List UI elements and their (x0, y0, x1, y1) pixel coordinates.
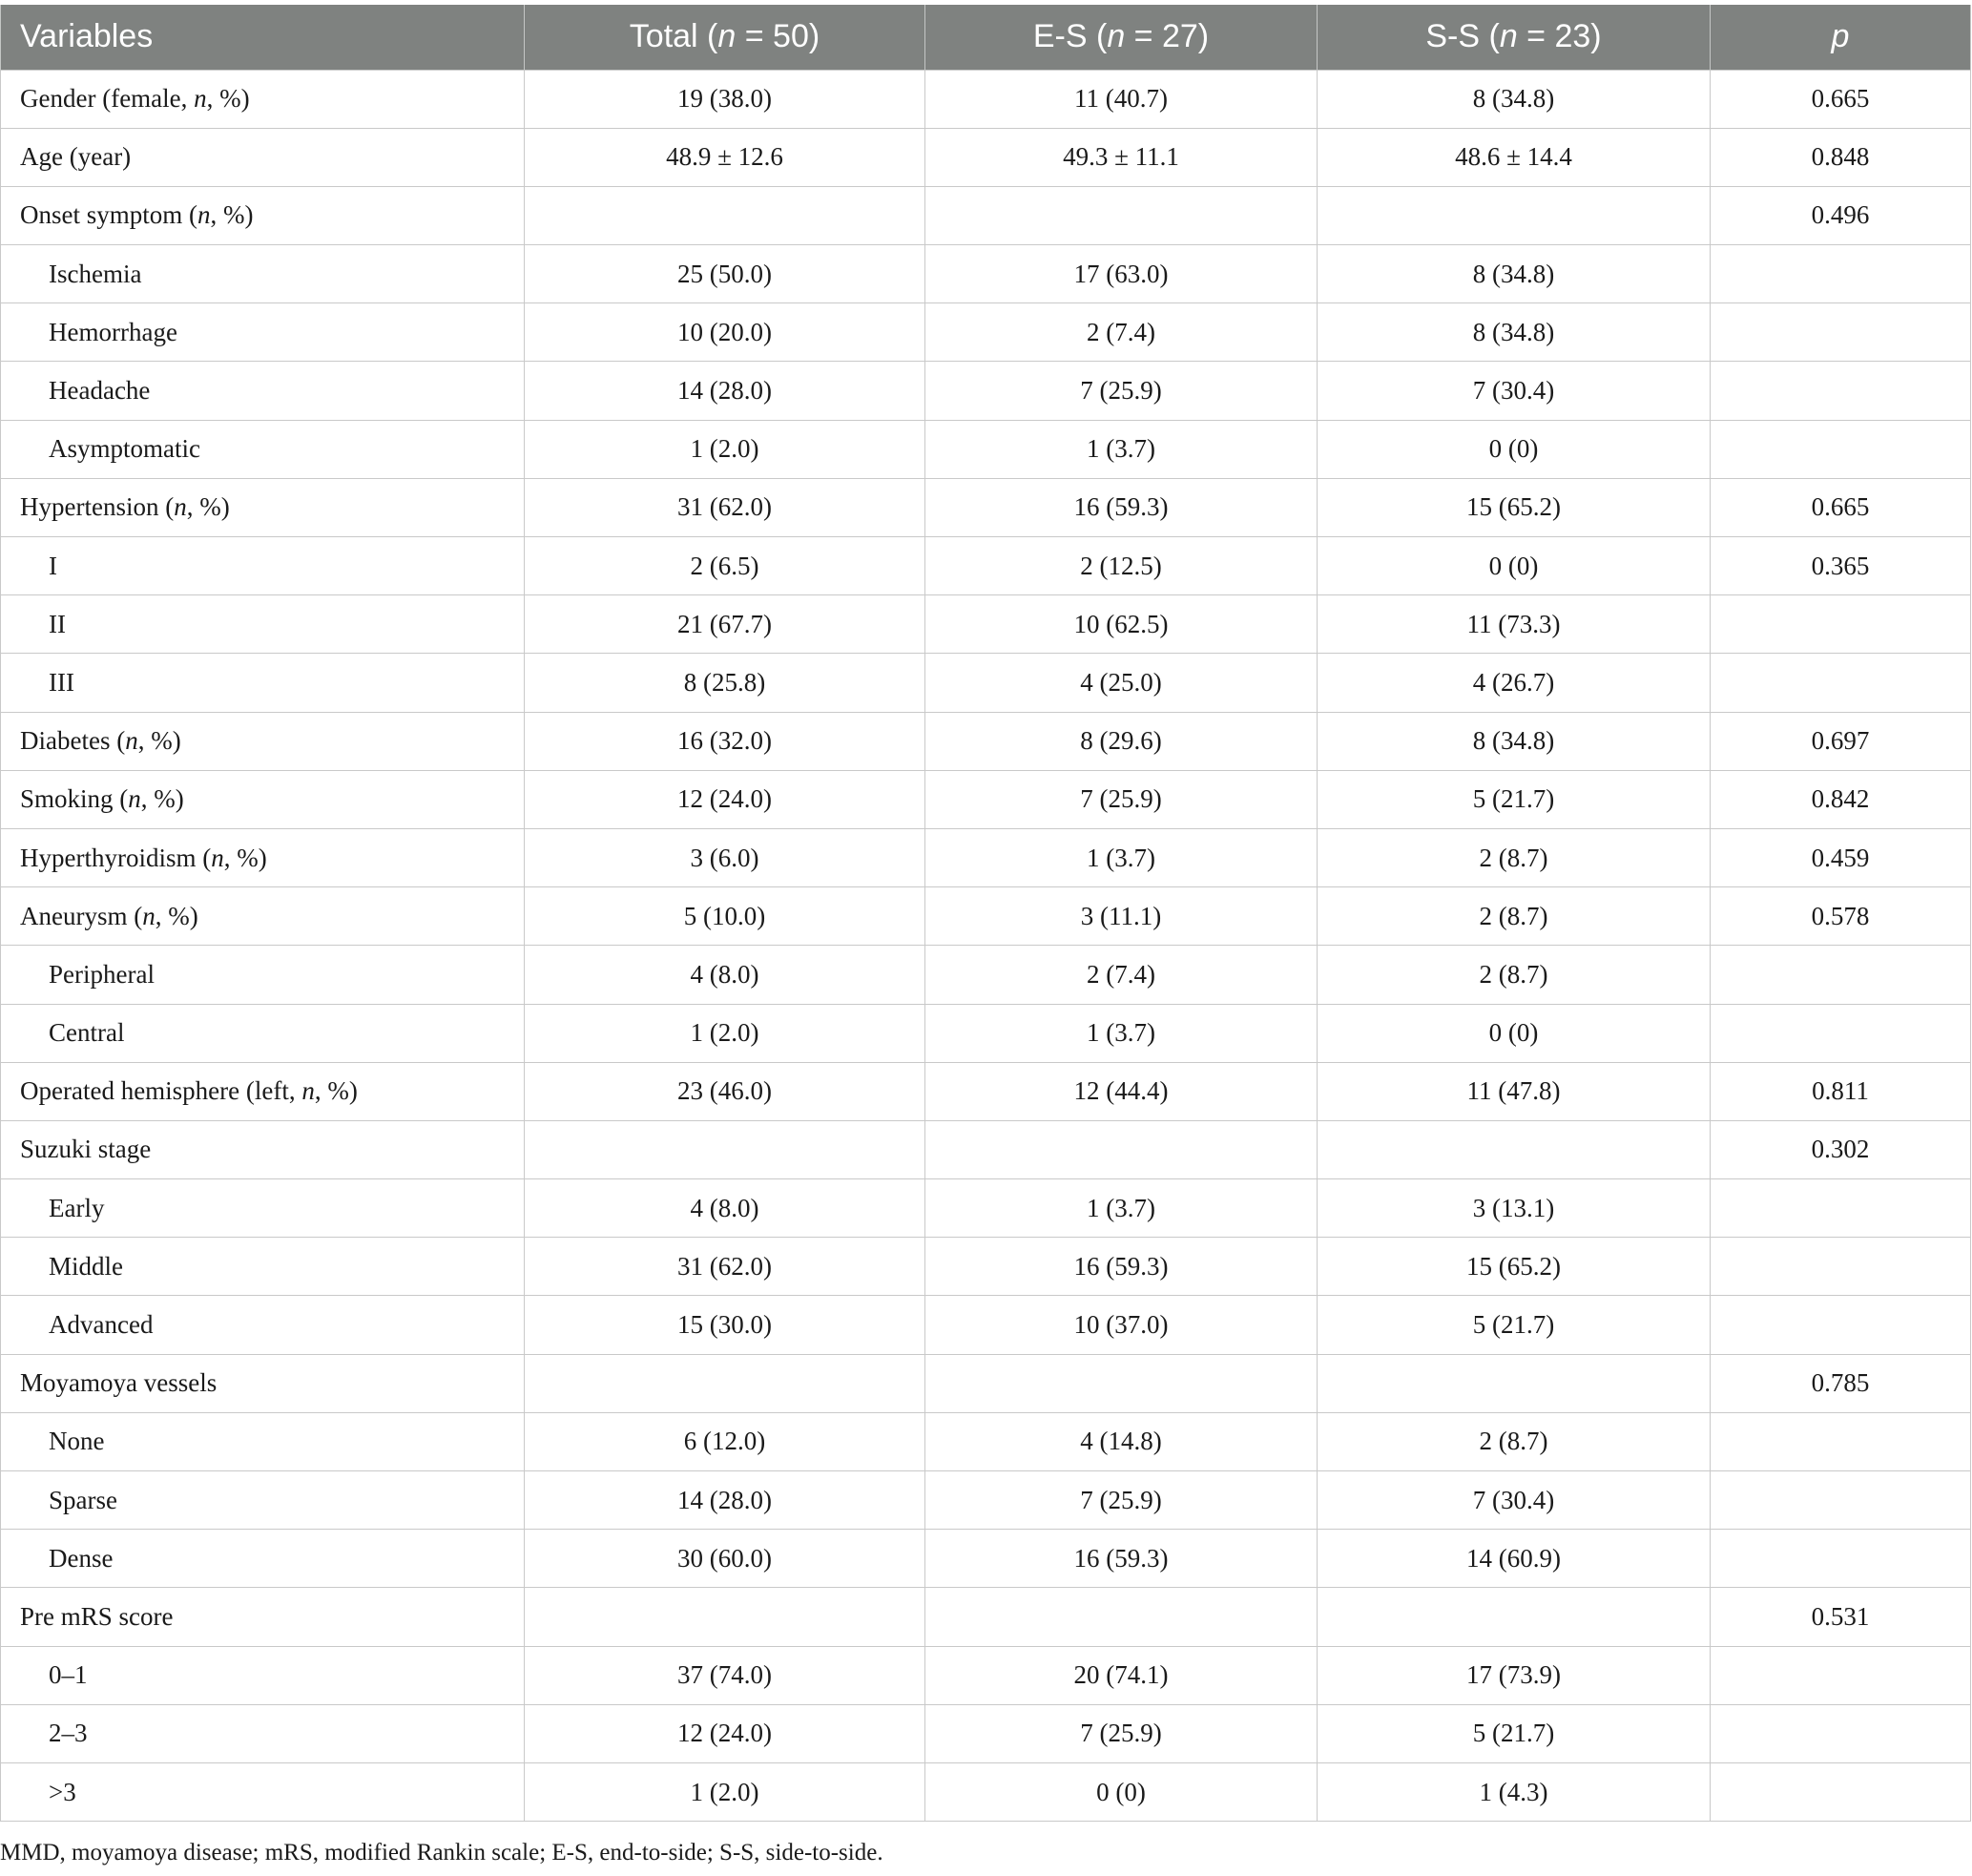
cell-p (1711, 1238, 1971, 1296)
table-row (1, 537, 1971, 595)
cell-p: 0.665 (1711, 70, 1971, 128)
cell-total: 31 (62.0) (525, 478, 925, 536)
cell-total: 8 (25.8) (525, 654, 925, 712)
cell-variable: Ischemia (1, 245, 525, 303)
cell-p: 0.842 (1711, 770, 1971, 828)
header-p: p (1711, 5, 1971, 70)
cell-ss: 8 (34.8) (1318, 245, 1711, 303)
cell-total: 15 (30.0) (525, 1296, 925, 1354)
cell-total (525, 1354, 925, 1412)
cell-variable: Hemorrhage (1, 303, 525, 362)
cell-p (1711, 1471, 1971, 1530)
cell-es: 7 (25.9) (925, 770, 1318, 828)
cell-ss: 8 (34.8) (1318, 70, 1711, 128)
cell-total: 19 (38.0) (525, 70, 925, 128)
cell-ss: 15 (65.2) (1318, 1238, 1711, 1296)
cell-ss: 17 (73.9) (1318, 1646, 1711, 1704)
cell-variable: Onset symptom (n, %) (1, 186, 525, 244)
cell-total: 16 (32.0) (525, 712, 925, 770)
cell-variable: Early (1, 1179, 525, 1238)
cell-total: 4 (8.0) (525, 1179, 925, 1238)
cell-total: 6 (12.0) (525, 1412, 925, 1470)
cell-p (1711, 946, 1971, 1004)
cell-total: 14 (28.0) (525, 362, 925, 420)
cell-es: 2 (7.4) (925, 303, 1318, 362)
cell-variable: Age (year) (1, 128, 525, 186)
cell-total: 1 (2.0) (525, 1004, 925, 1062)
cell-es: 7 (25.9) (925, 362, 1318, 420)
table-row (1, 595, 1971, 654)
cell-ss: 5 (21.7) (1318, 1704, 1711, 1762)
cell-variable: III (1, 654, 525, 712)
table-body (1, 70, 1971, 1822)
table-row (1, 770, 1971, 828)
table-footnote: MMD, moyamoya disease; mRS, modified Rankin scale; E-S, end-to-side; S-S, side-to-side. (0, 1840, 883, 1866)
cell-total: 1 (2.0) (525, 420, 925, 478)
cell-es: 11 (40.7) (925, 70, 1318, 128)
cell-ss: 11 (47.8) (1318, 1062, 1711, 1120)
cell-variable: 0–1 (1, 1646, 525, 1704)
cell-es: 2 (7.4) (925, 946, 1318, 1004)
cell-es: 7 (25.9) (925, 1471, 1318, 1530)
cell-total (525, 1588, 925, 1646)
cell-variable: I (1, 537, 525, 595)
cell-variable: Central (1, 1004, 525, 1062)
cell-ss (1318, 1120, 1711, 1178)
cell-variable: None (1, 1412, 525, 1470)
cell-ss: 2 (8.7) (1318, 946, 1711, 1004)
table-row (1, 303, 1971, 362)
cell-es: 49.3 ± 11.1 (925, 128, 1318, 186)
cell-es: 17 (63.0) (925, 245, 1318, 303)
cell-ss (1318, 1588, 1711, 1646)
table-row (1, 1588, 1971, 1646)
cell-ss: 11 (73.3) (1318, 595, 1711, 654)
cell-es: 10 (37.0) (925, 1296, 1318, 1354)
cell-total: 23 (46.0) (525, 1062, 925, 1120)
cell-ss: 7 (30.4) (1318, 1471, 1711, 1530)
cell-variable: Smoking (n, %) (1, 770, 525, 828)
cell-variable: Suzuki stage (1, 1120, 525, 1178)
cell-p (1711, 1530, 1971, 1588)
cell-p (1711, 1004, 1971, 1062)
cell-total: 12 (24.0) (525, 1704, 925, 1762)
cell-es: 1 (3.7) (925, 1004, 1318, 1062)
cell-total: 14 (28.0) (525, 1471, 925, 1530)
cell-es: 1 (3.7) (925, 828, 1318, 886)
table-row (1, 887, 1971, 946)
table-row (1, 1646, 1971, 1704)
cell-p (1711, 1412, 1971, 1470)
cell-ss: 0 (0) (1318, 420, 1711, 478)
cell-es: 7 (25.9) (925, 1704, 1318, 1762)
cell-variable: Aneurysm (n, %) (1, 887, 525, 946)
cell-ss: 2 (8.7) (1318, 887, 1711, 946)
cell-total: 25 (50.0) (525, 245, 925, 303)
cell-variable: Asymptomatic (1, 420, 525, 478)
cell-p (1711, 595, 1971, 654)
cell-es: 20 (74.1) (925, 1646, 1318, 1704)
cell-p: 0.531 (1711, 1588, 1971, 1646)
cell-es: 10 (62.5) (925, 595, 1318, 654)
table-row (1, 478, 1971, 536)
cell-total: 21 (67.7) (525, 595, 925, 654)
cell-es: 16 (59.3) (925, 1238, 1318, 1296)
cell-variable: >3 (1, 1762, 525, 1821)
table-row (1, 1762, 1971, 1821)
cell-es: 8 (29.6) (925, 712, 1318, 770)
cell-total: 48.9 ± 12.6 (525, 128, 925, 186)
cell-p: 0.848 (1711, 128, 1971, 186)
cell-es: 12 (44.4) (925, 1062, 1318, 1120)
cell-variable: Advanced (1, 1296, 525, 1354)
cell-ss: 48.6 ± 14.4 (1318, 128, 1711, 186)
table-row (1, 1471, 1971, 1530)
cell-p: 0.811 (1711, 1062, 1971, 1120)
cell-total: 1 (2.0) (525, 1762, 925, 1821)
cell-variable: II (1, 595, 525, 654)
cell-es (925, 1588, 1318, 1646)
cell-es: 0 (0) (925, 1762, 1318, 1821)
cell-ss: 3 (13.1) (1318, 1179, 1711, 1238)
cell-variable: Operated hemisphere (left, n, %) (1, 1062, 525, 1120)
cell-total (525, 186, 925, 244)
table-row (1, 1062, 1971, 1120)
cell-ss: 7 (30.4) (1318, 362, 1711, 420)
cell-ss: 5 (21.7) (1318, 1296, 1711, 1354)
cell-ss (1318, 186, 1711, 244)
table-row (1, 1530, 1971, 1588)
cell-es: 2 (12.5) (925, 537, 1318, 595)
cell-ss: 0 (0) (1318, 1004, 1711, 1062)
cell-variable: Peripheral (1, 946, 525, 1004)
table-row (1, 420, 1971, 478)
header-total: Total (n = 50) (525, 5, 925, 70)
cell-p: 0.302 (1711, 1120, 1971, 1178)
cell-total: 3 (6.0) (525, 828, 925, 886)
cell-p (1711, 245, 1971, 303)
header-row (1, 5, 1971, 70)
cell-variable: Dense (1, 1530, 525, 1588)
cell-total (525, 1120, 925, 1178)
cell-p: 0.665 (1711, 478, 1971, 536)
table-row (1, 70, 1971, 128)
cell-ss: 2 (8.7) (1318, 828, 1711, 886)
table-row (1, 1238, 1971, 1296)
cell-ss: 8 (34.8) (1318, 712, 1711, 770)
table-header (1, 5, 1971, 70)
cell-p (1711, 654, 1971, 712)
cell-variable: Headache (1, 362, 525, 420)
cell-p (1711, 362, 1971, 420)
cell-variable: Moyamoya vessels (1, 1354, 525, 1412)
cell-ss: 2 (8.7) (1318, 1412, 1711, 1470)
cell-p (1711, 1762, 1971, 1821)
cell-p: 0.578 (1711, 887, 1971, 946)
table-row (1, 1354, 1971, 1412)
cell-ss: 14 (60.9) (1318, 1530, 1711, 1588)
cell-es: 1 (3.7) (925, 1179, 1318, 1238)
table-row (1, 712, 1971, 770)
cell-total: 37 (74.0) (525, 1646, 925, 1704)
cell-es (925, 186, 1318, 244)
cell-total: 12 (24.0) (525, 770, 925, 828)
cell-ss: 1 (4.3) (1318, 1762, 1711, 1821)
cell-ss: 8 (34.8) (1318, 303, 1711, 362)
header-ss: S-S (n = 23) (1318, 5, 1711, 70)
cell-total: 10 (20.0) (525, 303, 925, 362)
table-row (1, 1004, 1971, 1062)
table-row (1, 1704, 1971, 1762)
cell-variable: Gender (female, n, %) (1, 70, 525, 128)
cell-total: 2 (6.5) (525, 537, 925, 595)
cell-p: 0.785 (1711, 1354, 1971, 1412)
cell-p (1711, 1704, 1971, 1762)
cell-total: 4 (8.0) (525, 946, 925, 1004)
cell-es: 4 (25.0) (925, 654, 1318, 712)
table-row (1, 128, 1971, 186)
cell-total: 31 (62.0) (525, 1238, 925, 1296)
table-row (1, 1296, 1971, 1354)
cell-es: 4 (14.8) (925, 1412, 1318, 1470)
cell-variable: 2–3 (1, 1704, 525, 1762)
cell-es (925, 1120, 1318, 1178)
cell-variable: Pre mRS score (1, 1588, 525, 1646)
cell-variable: Hypertension (n, %) (1, 478, 525, 536)
table-row (1, 362, 1971, 420)
cell-p: 0.697 (1711, 712, 1971, 770)
cell-es: 16 (59.3) (925, 1530, 1318, 1588)
table-row (1, 1412, 1971, 1470)
cell-variable: Sparse (1, 1471, 525, 1530)
baseline-characteristics-table (0, 5, 1971, 1822)
cell-es: 16 (59.3) (925, 478, 1318, 536)
cell-variable: Hyperthyroidism (n, %) (1, 828, 525, 886)
cell-es (925, 1354, 1318, 1412)
cell-p (1711, 1179, 1971, 1238)
cell-ss (1318, 1354, 1711, 1412)
cell-total: 5 (10.0) (525, 887, 925, 946)
table-row (1, 654, 1971, 712)
cell-p (1711, 1646, 1971, 1704)
cell-p (1711, 1296, 1971, 1354)
cell-total: 30 (60.0) (525, 1530, 925, 1588)
cell-ss: 5 (21.7) (1318, 770, 1711, 828)
cell-ss: 15 (65.2) (1318, 478, 1711, 536)
table-row (1, 946, 1971, 1004)
cell-p: 0.459 (1711, 828, 1971, 886)
cell-es: 3 (11.1) (925, 887, 1318, 946)
table-row (1, 1120, 1971, 1178)
cell-variable: Middle (1, 1238, 525, 1296)
cell-variable: Diabetes (n, %) (1, 712, 525, 770)
cell-es: 1 (3.7) (925, 420, 1318, 478)
cell-ss: 0 (0) (1318, 537, 1711, 595)
header-variables: Variables (1, 5, 525, 70)
cell-ss: 4 (26.7) (1318, 654, 1711, 712)
table-row (1, 186, 1971, 244)
cell-p (1711, 303, 1971, 362)
table-row (1, 828, 1971, 886)
cell-p (1711, 420, 1971, 478)
cell-p: 0.496 (1711, 186, 1971, 244)
table-row (1, 245, 1971, 303)
table-row (1, 1179, 1971, 1238)
header-es: E-S (n = 27) (925, 5, 1318, 70)
cell-p: 0.365 (1711, 537, 1971, 595)
